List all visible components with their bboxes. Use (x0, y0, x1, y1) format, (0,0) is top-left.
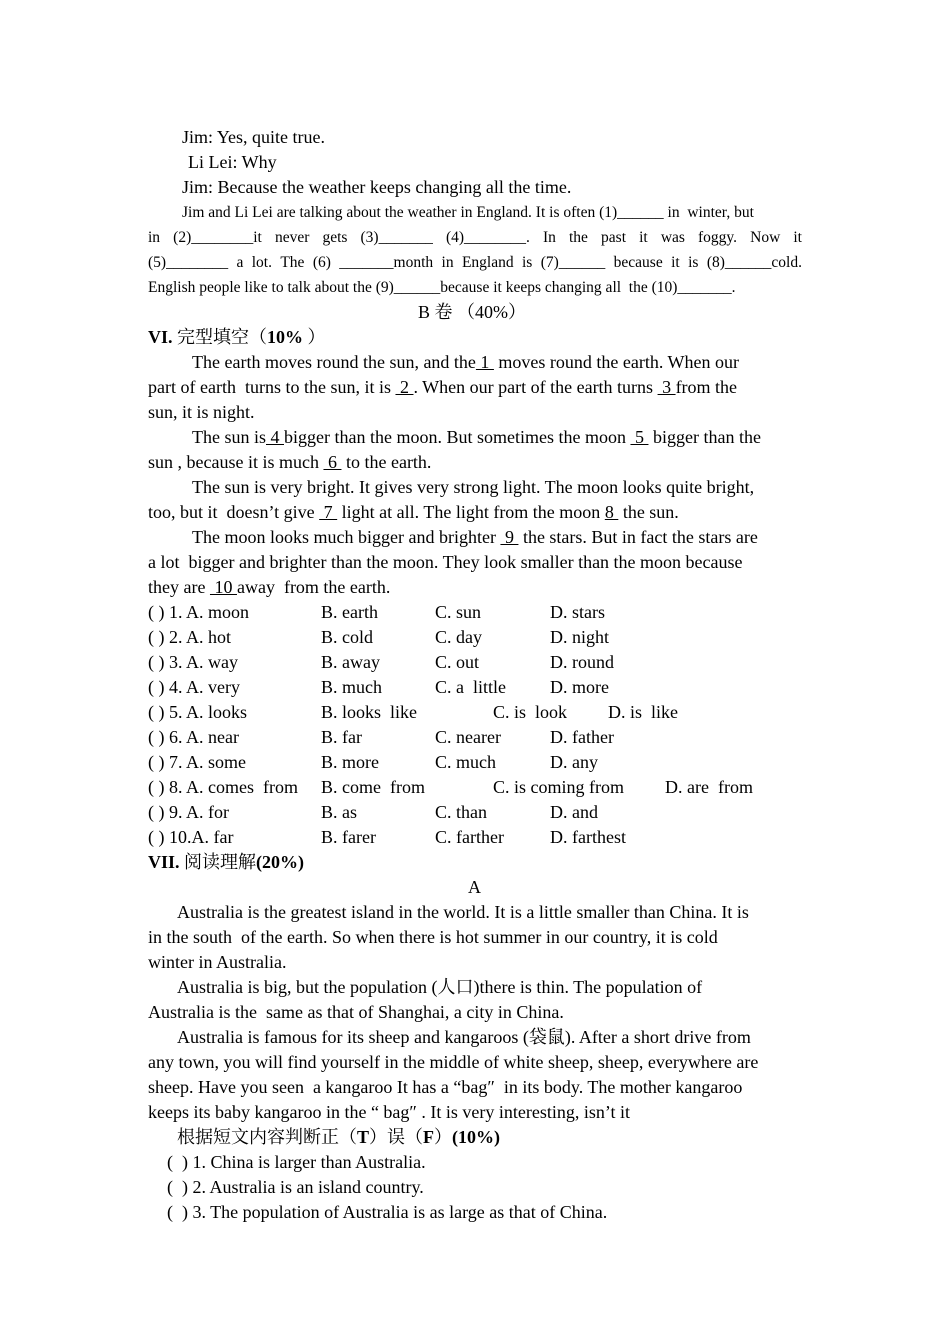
passage-p1-line-1: Australia is the greatest island in the world. It is a little smaller than China. It is (177, 902, 749, 922)
text: too, but it doesn’t give (148, 502, 320, 522)
word: foggy. (698, 229, 738, 246)
word: a (236, 254, 244, 271)
question-stem: ( ) 2. A. hot (148, 627, 231, 647)
passage-p3-line-2: any town, you will find yourself in the middle of white sheep, sheep, everywhere are (148, 1052, 759, 1072)
section-7-heading (148, 850, 304, 875)
word: The (280, 254, 305, 271)
text: The sun is (192, 427, 266, 447)
option-c: C. a little (435, 677, 506, 697)
word: it (671, 254, 680, 271)
word: in (148, 229, 161, 246)
section-6-percent: 10% (267, 327, 304, 347)
option-c: C. much (435, 752, 496, 772)
section-6-title: 完型填空（ (172, 327, 268, 347)
blank-10: 10 (209, 577, 237, 597)
text: bigger than the (648, 427, 761, 447)
text: The earth moves round the sun, and the (192, 352, 476, 372)
question-stem: ( ) 10.A. far (148, 827, 234, 847)
option-d: D. is like (608, 702, 678, 722)
option-b: B. earth (321, 602, 378, 622)
summary-line-3 (148, 250, 802, 275)
tf-question-1: ( ) 1. China is larger than Australia. (167, 1152, 426, 1172)
option-c: C. is look (493, 702, 568, 722)
text: from the (675, 377, 738, 397)
option-d: D. stars (550, 602, 605, 622)
dialogue-line-1: Jim: Yes, quite true. (182, 127, 326, 147)
section-6-close: ） (303, 327, 326, 347)
option-b: B. as (321, 802, 357, 822)
blank-4: 4 (266, 427, 284, 447)
summary-line-2 (148, 225, 802, 250)
blank-6: 6 (323, 452, 342, 472)
text: they are (148, 577, 210, 597)
option-d: D. night (550, 627, 610, 647)
word: (2)________it (173, 229, 262, 246)
option-c: C. than (435, 802, 487, 822)
word: was (660, 229, 685, 246)
word: in (441, 254, 454, 271)
option-c: C. is coming from (493, 777, 624, 797)
word: because (613, 254, 663, 271)
word: (4)________. (445, 229, 530, 246)
option-b: B. farer (321, 827, 376, 847)
blank-2: 2 (395, 377, 414, 397)
cloze-p4-line-3 (148, 575, 390, 600)
dialogue-line-2: Li Lei: Why (188, 152, 277, 172)
passage-p1-line-2: in the south of the earth. So when there is hot summer in our country, it is cold (148, 927, 718, 947)
blank-8: 8 (604, 502, 619, 522)
option-b: B. looks like (321, 702, 418, 722)
option-d: D. farthest (550, 827, 626, 847)
text: ） (434, 1127, 453, 1147)
summary-line-4: English people like to talk about the (9)______because it keeps changing all the (10)_______. (148, 279, 736, 296)
word: lot. (251, 254, 272, 271)
option-b: B. come from (321, 777, 425, 797)
text: (10%) (452, 1127, 501, 1147)
tf-question-3: ( ) 3. The population of Australia is as large as that of China. (167, 1202, 608, 1222)
option-c: C. nearer (435, 727, 501, 747)
cloze-p3-line-2 (148, 500, 679, 525)
option-d: D. are from (665, 777, 753, 797)
blank-3: 3 (657, 377, 676, 397)
word: (3)_______ (360, 229, 433, 246)
word: past (601, 229, 626, 246)
question-stem: ( ) 4. A. very (148, 677, 240, 697)
option-d: D. and (550, 802, 598, 822)
option-d: D. round (550, 652, 614, 672)
blank-5: 5 (630, 427, 649, 447)
question-stem: ( ) 7. A. some (148, 752, 246, 772)
text: F (423, 1127, 435, 1147)
section-7-title: 阅读理解 (179, 852, 257, 872)
cloze-p1-line-1 (192, 350, 739, 375)
text: sun , because it is much (148, 452, 324, 472)
word: _______month (339, 254, 434, 271)
option-b: B. cold (321, 627, 373, 647)
cloze-p4-line-2: a lot bigger and brighter than the moon. They look smaller than the moon because (148, 552, 743, 572)
text: bigger than the moon. But sometimes the moon (284, 427, 631, 447)
option-b: B. much (321, 677, 382, 697)
tf-question-2: ( ) 2. Australia is an island country. (167, 1177, 424, 1197)
word: (7)______ (540, 254, 606, 271)
passage-p3-line-4: keeps its baby kangaroo in the “ bag″ . It is very interesting, isn’t it (148, 1102, 631, 1122)
question-stem: ( ) 3. A. way (148, 652, 238, 672)
word: never (274, 229, 310, 246)
text: part of earth turns to the sun, it is (148, 377, 396, 397)
passage-p2-line-2: Australia is the same as that of Shanghai, a city in China. (148, 1002, 564, 1022)
word: the (569, 229, 588, 246)
question-stem: ( ) 8. A. comes from (148, 777, 298, 797)
cloze-p2-line-1 (192, 425, 761, 450)
text: T (357, 1127, 370, 1147)
blank-1: 1 (475, 352, 494, 372)
option-b: B. away (321, 652, 380, 672)
section-7-percent: (20%) (256, 852, 305, 872)
cloze-p3-line-1: The sun is very bright. It gives very strong light. The moon looks quite bright, (192, 477, 755, 497)
option-c: C. out (435, 652, 480, 672)
text: the stars. But in fact the stars are (518, 527, 758, 547)
word: (8)______cold. (706, 254, 802, 271)
cloze-p1-line-3: sun, it is night. (148, 402, 255, 422)
blank-9: 9 (500, 527, 519, 547)
text: the sun. (618, 502, 679, 522)
word: In (542, 229, 556, 246)
text: to the earth. (341, 452, 432, 472)
word: is (522, 254, 533, 271)
dialogue-line-3: Jim: Because the weather keeps changing all the time. (182, 177, 572, 197)
word: it (639, 229, 648, 246)
word: Now (750, 229, 781, 246)
cloze-p4-line-1 (192, 525, 758, 550)
passage-p3-line-1: Australia is famous for its sheep and kangaroos (袋鼠). After a short drive from (177, 1027, 751, 1047)
word: (5)________ (148, 254, 229, 271)
question-stem: ( ) 5. A. looks (148, 702, 247, 722)
word: gets (322, 229, 348, 246)
passage-p2-line-1: Australia is big, but the population (人口)there is thin. The population of (177, 977, 703, 997)
section-6-number: VI. (148, 327, 173, 347)
option-c: C. day (435, 627, 482, 647)
true-false-instructions (177, 1125, 500, 1150)
word: is (688, 254, 699, 271)
blank-7: 7 (319, 502, 338, 522)
passage-p1-line-3: winter in Australia. (148, 952, 287, 972)
text: light at all. The light from the moon (337, 502, 605, 522)
option-b: B. far (321, 727, 362, 747)
passage-p3-line-3: sheep. Have you seen a kangaroo It has a “bag″ in its body. The mother kangaroo (148, 1077, 743, 1097)
summary-line-1: Jim and Li Lei are talking about the weather in England. It is often (1)______ in winter, but (182, 204, 754, 221)
passage-label: A (468, 877, 481, 897)
question-stem: ( ) 1. A. moon (148, 602, 249, 622)
text: moves round the earth. When our (493, 352, 740, 372)
question-stem: ( ) 6. A. near (148, 727, 239, 747)
text: 根据短文内容判断正（ (177, 1127, 357, 1147)
option-c: C. sun (435, 602, 482, 622)
section-7-number: VII. (148, 852, 180, 872)
option-d: D. father (550, 727, 614, 747)
text: ）误（ (369, 1127, 424, 1147)
word: (6) (312, 254, 331, 271)
text: The moon looks much bigger and brighter (192, 527, 501, 547)
word: it (793, 229, 802, 246)
option-d: D. more (550, 677, 609, 697)
text: away from the earth. (236, 577, 391, 597)
option-c: C. farther (435, 827, 504, 847)
question-stem: ( ) 9. A. for (148, 802, 229, 822)
section-b-title: B 卷 （40%） (418, 302, 526, 322)
text: . When our part of the earth turns (413, 377, 658, 397)
cloze-p2-line-2 (148, 450, 431, 475)
word: England (461, 254, 514, 271)
option-d: D. any (550, 752, 598, 772)
section-6-heading (148, 325, 326, 350)
cloze-p1-line-2 (148, 375, 737, 400)
option-b: B. more (321, 752, 379, 772)
